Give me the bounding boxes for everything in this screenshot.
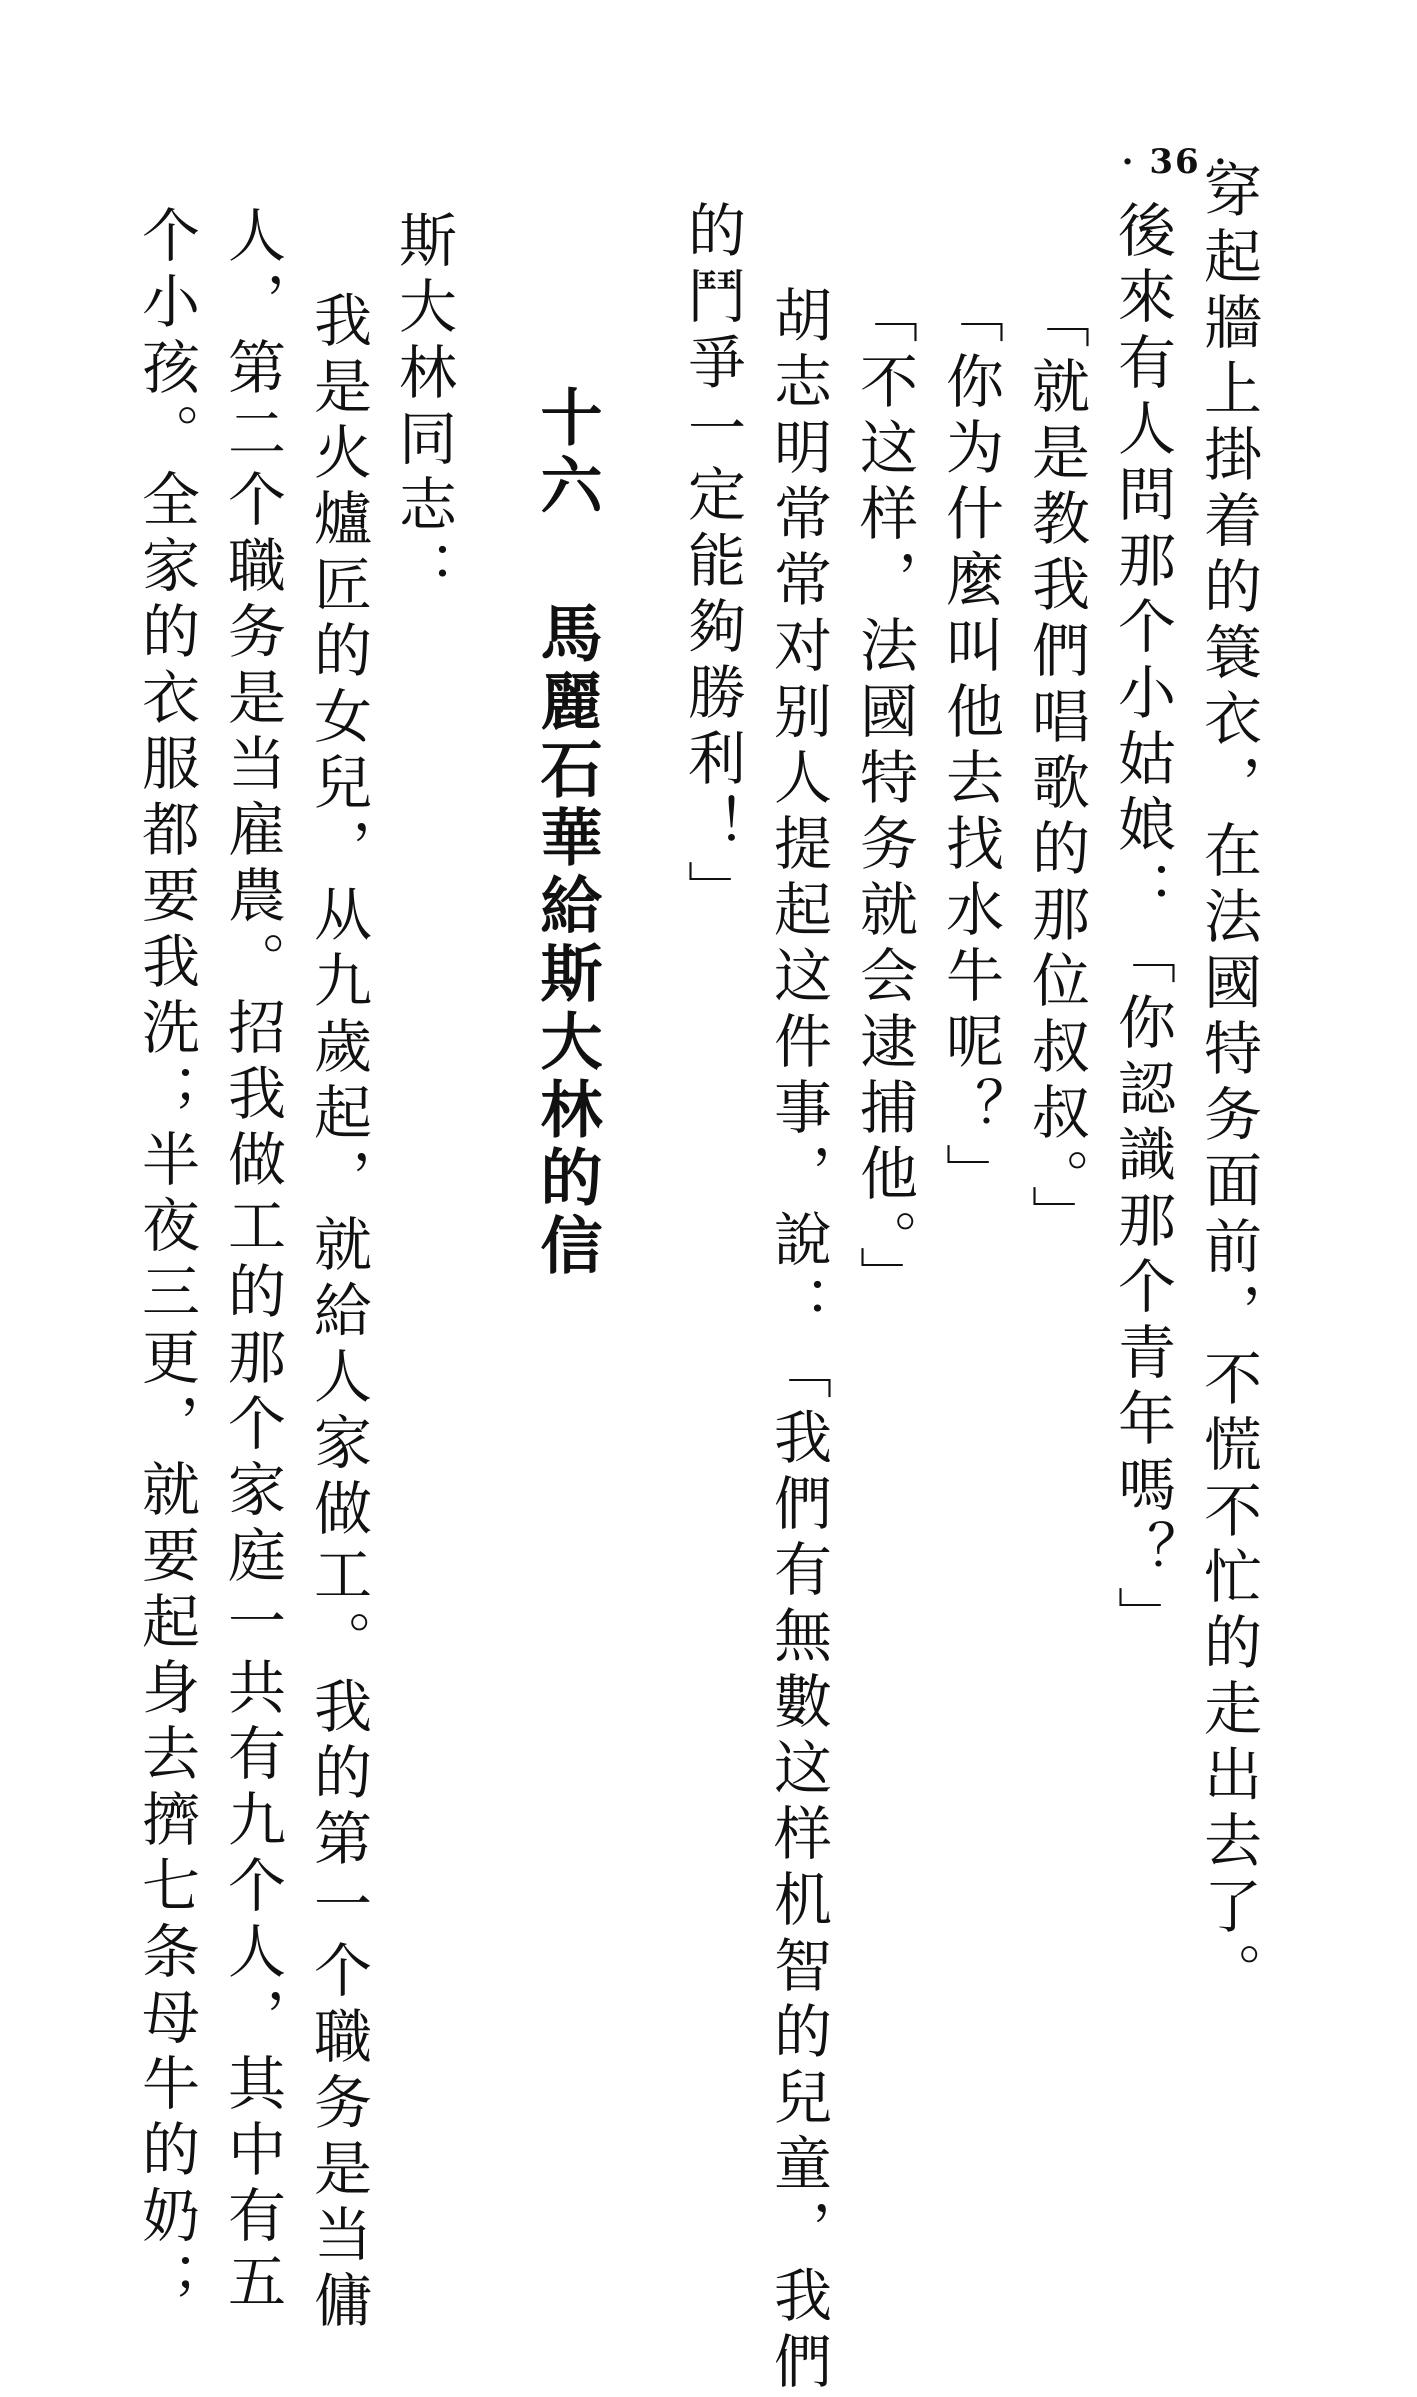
chapter-number: 十六 [530, 385, 603, 521]
text-column-4: 「你为什麼叫他去找水牛呢？」 [936, 285, 1004, 1209]
text-column-6: 胡志明常常对别人提起这件事，說：「我們有無數这样机智的兒童，我們 [764, 285, 832, 2397]
text-column-7: 的鬥爭一定能夠勝利！」 [678, 200, 746, 926]
page-number: · 36 · [1121, 142, 1229, 182]
text-column-3: 「就是教我們唱歌的那位叔叔。」 [1022, 290, 1090, 1251]
text-column-5: 「不这样，法國特务就会逮捕他。」 [850, 285, 918, 1312]
text-column-1: 穿起牆上掛着的簑衣，在法國特务面前，不慌不忙的走出去了。 [1194, 160, 1262, 2008]
letter-column-1: 我是火爐匠的女兒，从九歲起，就給人家做工。我的第一个職务是当傭 [304, 290, 372, 2336]
text-column-2: 後來有人問那个小姑娘：「你認識那个青年嗎？」 [1108, 200, 1176, 1652]
chapter-title: 馬麗石華給斯大林的信 [530, 601, 603, 1281]
letter-salutation: 斯大林同志： [389, 210, 457, 606]
chapter-heading [530, 385, 603, 1281]
letter-column-2: 人，第二个職务是当雇農。招我做工的那个家庭一共有九个人，其中有五 [218, 205, 286, 2317]
letter-column-3: 个小孩。全家的衣服都要我洗；半夜三更，就要起身去擠七条母牛的奶； [132, 205, 200, 2317]
